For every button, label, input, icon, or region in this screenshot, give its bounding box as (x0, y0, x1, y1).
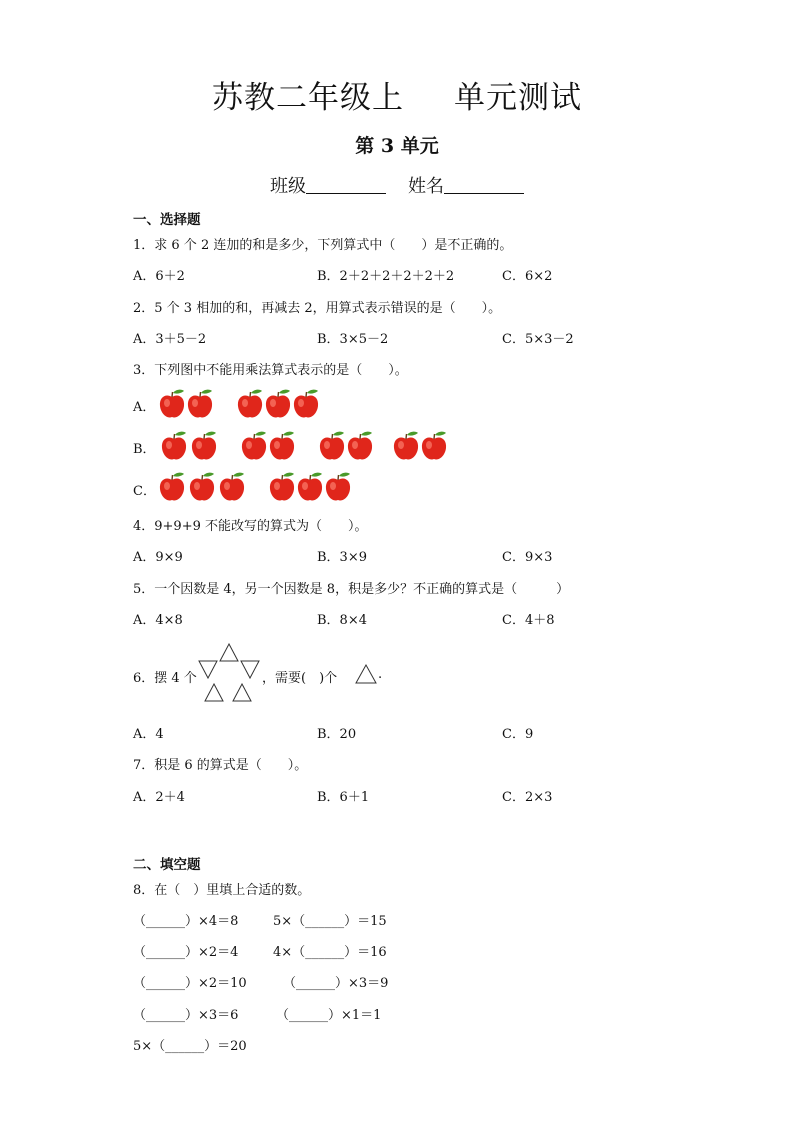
question-6-middle: ，需要( )个 (262, 671, 338, 686)
apple-icon (268, 471, 296, 503)
question-2: 2．5 个 3 相加的和，再减去 2，用算式表示错误的是（ ）。 (133, 301, 502, 316)
apple-icon (218, 471, 246, 503)
triangle-arrangement-icon (196, 642, 262, 704)
q8-row-3-right[interactable]: （______）×3＝9 (283, 976, 389, 991)
q1-option-b[interactable]: B．2＋2＋2＋2＋2＋2 (317, 269, 455, 284)
student-info-row (0, 172, 794, 198)
q3-apples-b (160, 430, 460, 464)
q6-option-c[interactable]: C．9 (502, 727, 534, 742)
q5-option-a[interactable]: A．4×8 (133, 613, 183, 628)
apple-icon (346, 430, 374, 462)
q7-option-c[interactable]: C．2×3 (502, 790, 553, 805)
question-7: 7．积是 6 的算式是（ ）。 (133, 758, 308, 773)
q8-row-4-left[interactable]: （______）×3＝6 (133, 1008, 239, 1023)
q3-apples-a (158, 388, 328, 422)
q2-option-b[interactable]: B．3×5－2 (317, 332, 389, 347)
single-triangle-icon (354, 663, 378, 685)
apple-icon (264, 388, 292, 420)
q1-option-a[interactable]: A．6＋2 (133, 269, 185, 284)
apple-icon (190, 430, 218, 462)
question-1: 1．求 6 个 2 连加的和是多少，下列算式中（ ）是不正确的。 (133, 238, 513, 253)
class-blank[interactable] (306, 175, 386, 194)
unit-subtitle: 第 3 单元 (355, 135, 439, 157)
q8-row-2-left[interactable]: （______）×2＝4 (133, 945, 239, 960)
q3-option-a[interactable]: A． (133, 400, 156, 415)
q8-row-5-left[interactable]: 5×（______）＝20 (133, 1039, 247, 1054)
question-3: 3．下列图中不能用乘法算式表示的是（ ）。 (133, 363, 408, 378)
apple-icon (188, 471, 216, 503)
q4-option-c[interactable]: C．9×3 (502, 550, 553, 565)
q8-row-2-right[interactable]: 4×（______）＝16 (273, 945, 387, 960)
apple-icon (268, 430, 296, 462)
apple-icon (186, 388, 214, 420)
apple-icon (318, 430, 346, 462)
q1-option-c[interactable]: C．6×2 (502, 269, 553, 284)
question-6-prefix: 6．摆 4 个 (133, 671, 197, 686)
q6-option-a[interactable]: A．4 (133, 727, 164, 742)
q3-apples-c (158, 471, 358, 505)
question-5: 5．一个因数是 4，另一个因数是 8，积是多少？不正确的算式是（ ） (133, 582, 570, 597)
apple-icon (292, 388, 320, 420)
class-label: 班级 (270, 176, 306, 197)
apple-icon (420, 430, 448, 462)
question-4: 4．9+9+9 不能改写的算式为（ ）。 (133, 519, 368, 534)
page-title (0, 72, 794, 117)
apple-icon (158, 471, 186, 503)
section-fill-title: 二、填空题 (133, 857, 201, 873)
name-label: 姓名 (408, 176, 444, 197)
q8-row-1-left[interactable]: （______）×4＝8 (133, 914, 239, 929)
q8-row-4-right[interactable]: （______）×1＝1 (276, 1008, 382, 1023)
q7-option-b[interactable]: B．6＋1 (317, 790, 370, 805)
apple-icon (296, 471, 324, 503)
apple-icon (324, 471, 352, 503)
q5-option-b[interactable]: B．8×4 (317, 613, 367, 628)
q4-option-b[interactable]: B．3×9 (317, 550, 367, 565)
title-right: 单元测试 (454, 80, 582, 116)
apple-icon (158, 388, 186, 420)
apple-icon (240, 430, 268, 462)
apple-icon (392, 430, 420, 462)
q4-option-a[interactable]: A．9×9 (133, 550, 183, 565)
apple-icon (160, 430, 188, 462)
q7-option-a[interactable]: A．2＋4 (133, 790, 185, 805)
q2-option-a[interactable]: A．3＋5－2 (133, 332, 207, 347)
section-choice-title: 一、选择题 (133, 212, 201, 228)
q5-option-c[interactable]: C．4＋8 (502, 613, 555, 628)
question-8: 8．在（ ）里填上合适的数。 (133, 883, 311, 898)
apple-icon (236, 388, 264, 420)
q2-option-c[interactable]: C．5×3－2 (502, 332, 574, 347)
title-left: 苏教二年级上 (212, 80, 404, 116)
q8-row-3-left[interactable]: （______）×2＝10 (133, 976, 247, 991)
q8-row-1-right[interactable]: 5×（______）＝15 (273, 914, 387, 929)
name-blank[interactable] (444, 175, 524, 194)
q3-option-c[interactable]: C． (133, 484, 156, 499)
question-6-suffix: . (378, 667, 383, 682)
q3-option-b[interactable]: B． (133, 442, 156, 457)
q6-option-b[interactable]: B．20 (317, 727, 357, 742)
